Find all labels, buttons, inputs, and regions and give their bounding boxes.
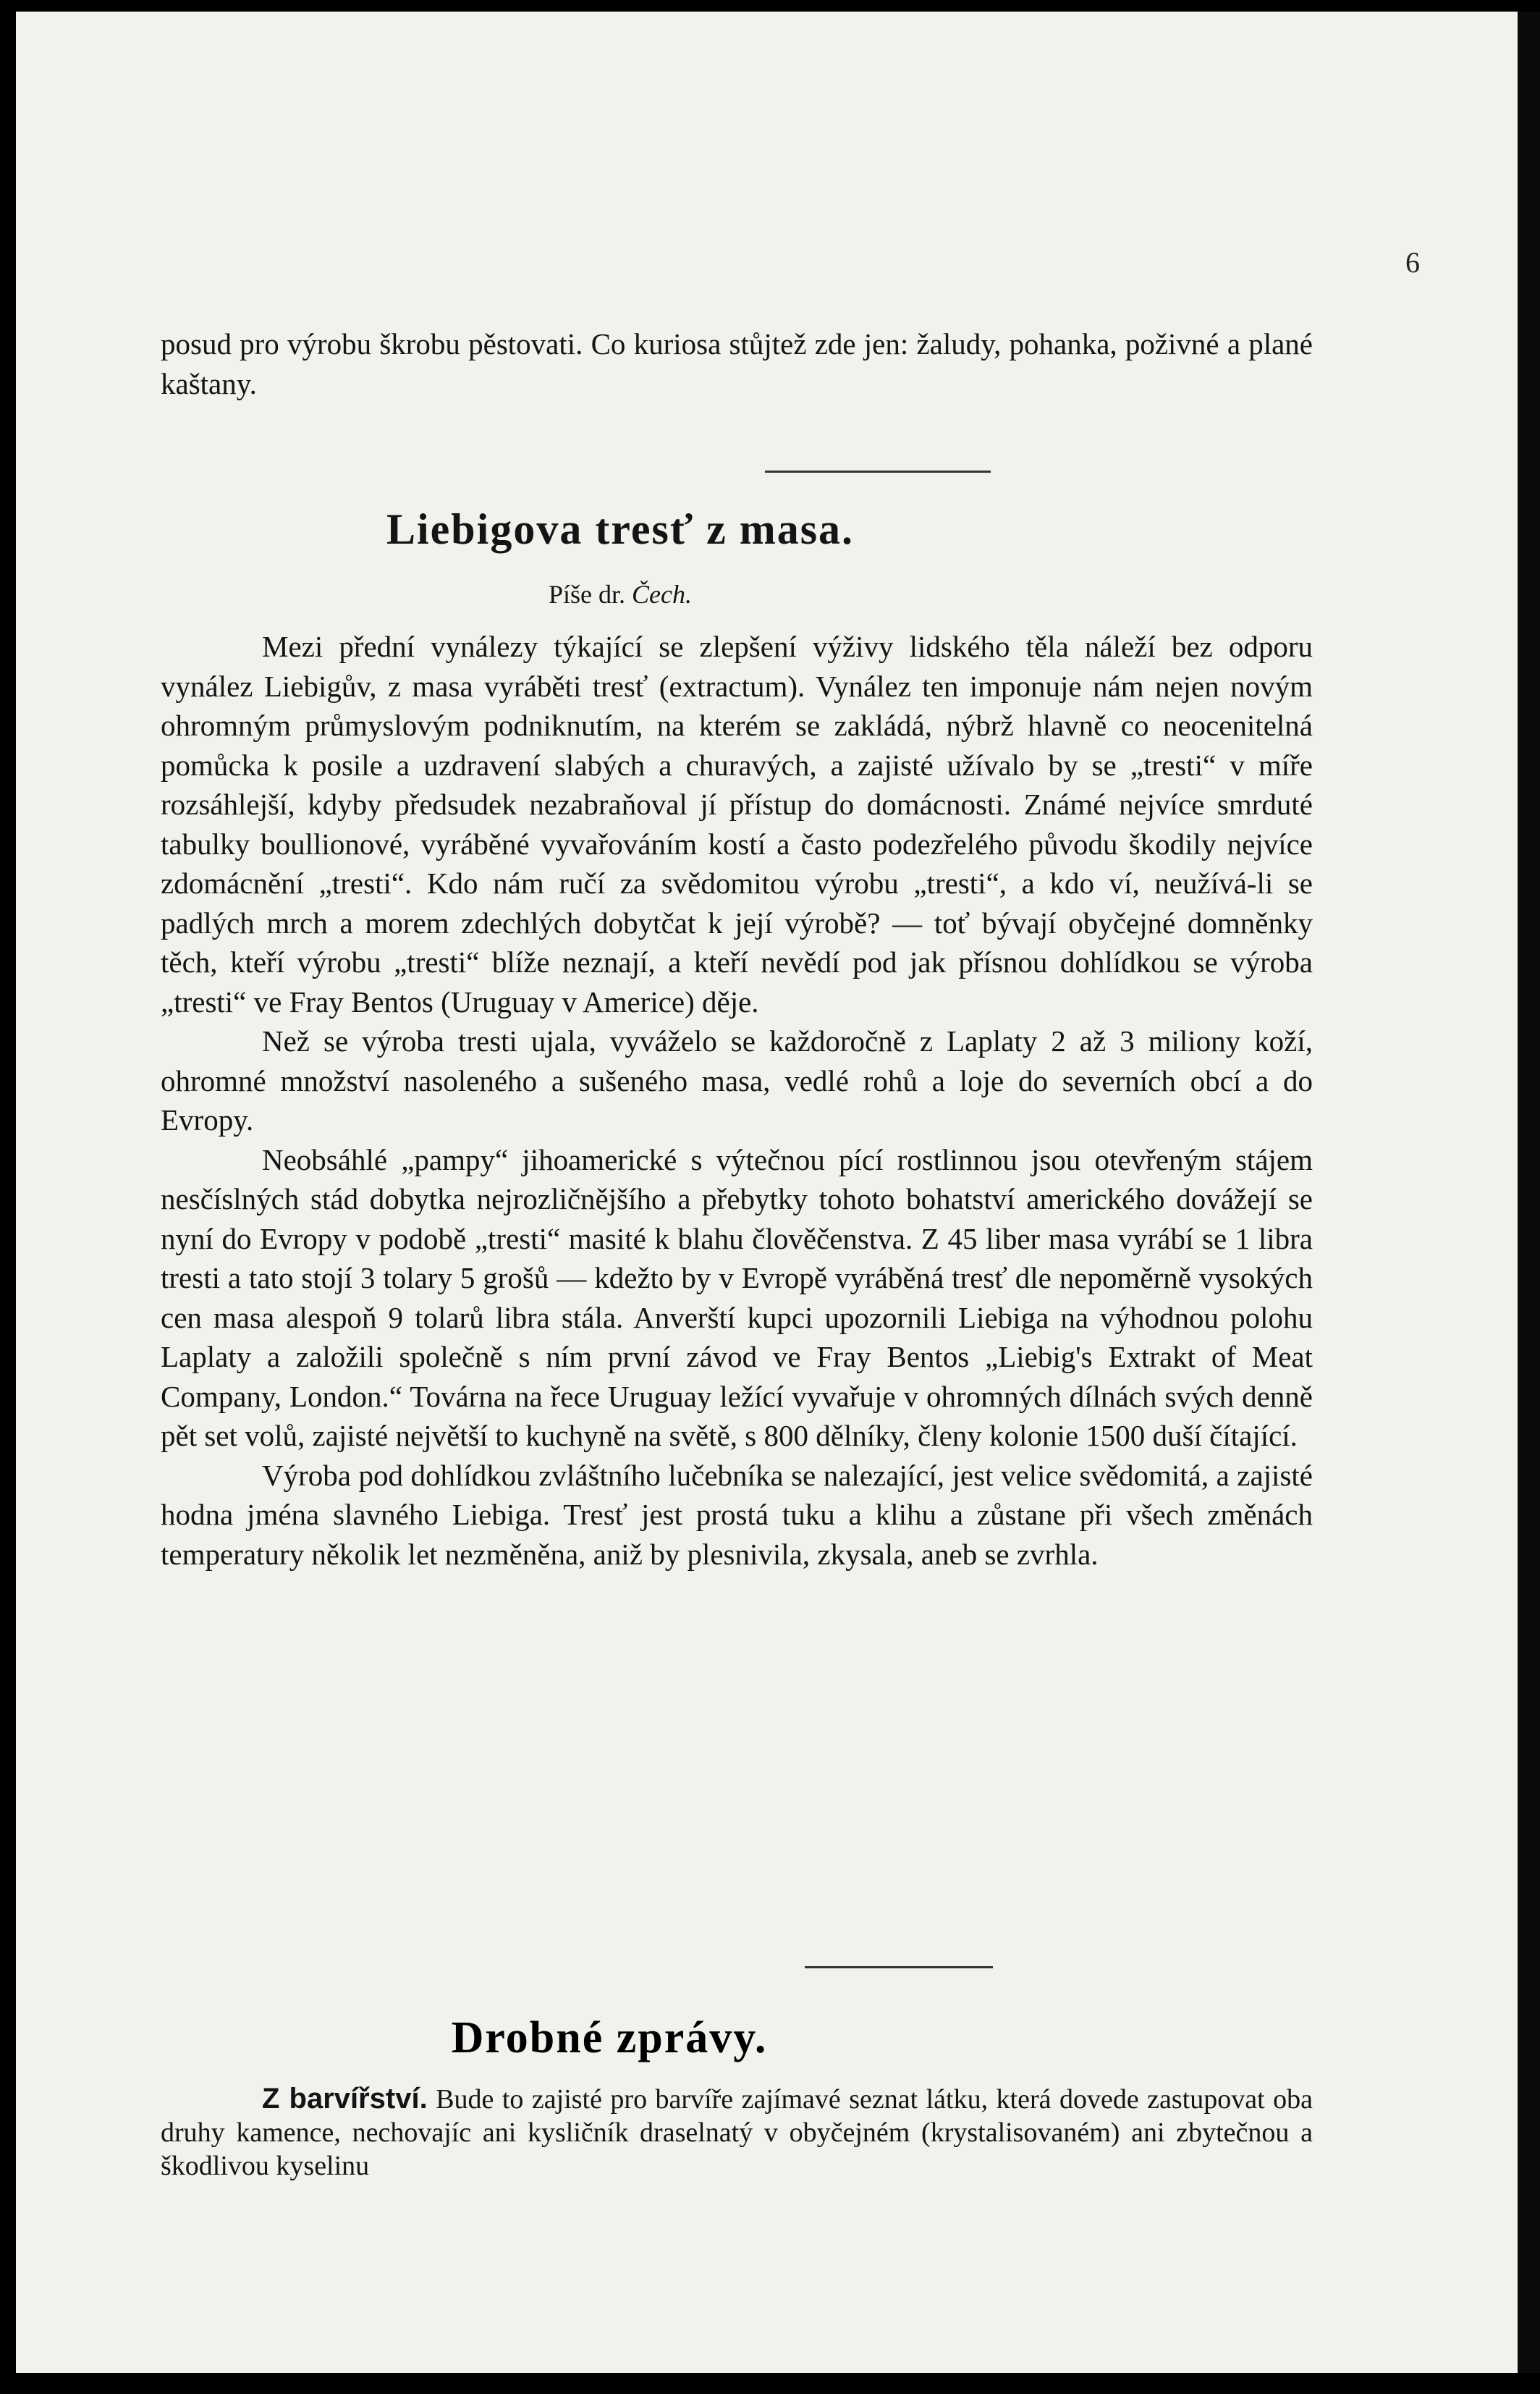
article-title: Liebigova tresť z masa.: [386, 505, 855, 553]
byline-prefix: Píše dr.: [549, 580, 626, 609]
section-divider-2: [805, 1966, 993, 1968]
scanned-page: [16, 12, 1518, 2373]
article-body: [161, 627, 1313, 1574]
section-divider: [765, 471, 991, 473]
article-paragraph-1: Mezi přední vynálezy týkající se zlepšení výživy lidského těla náleží bez odporu vynález Liebigův, z masa vyráběti tresť (extractum). Vynález ten imponuje nám nejen novým ohromným průmyslovým podniknutím, na kterém se zakládá, nýbrž hlavně co neocenitelná pomůcka k posile a uzdravení slabých a churavých, a zajisté užívalo by se „tresti“ v míře rozsáhlejší, kdyby předsudek nezabraňoval jí přístup do domácnosti. Známé nejvíce smrduté tabulky boullionové, vyráběné vyvařováním kostí a často podezřelého původu škodily nejvíce zdomácnění „tresti“. Kdo nám ručí za svědomitou výrobu „tresti“, a kdo ví, neužívá-li se padlých mrch a morem zdechlých dobytčat k její výrobě? — toť bývají obyčejné domněnky těch, kteří výrobu „tresti“ blíže neznají, a kteří nevědí pod jak přísnou dohlídkou se výroba „tresti“ ve Fray Bentos (Uruguay v Americe) děje.: [161, 630, 1313, 1019]
article-byline: [161, 575, 1080, 615]
news-lead: Z barvířství.: [262, 2083, 428, 2115]
news-section: [161, 2082, 1313, 2183]
page-number: 6: [1405, 246, 1420, 279]
news-section-title: Drobné zprávy.: [451, 2013, 768, 2062]
article-paragraph-2: Než se výroba tresti ujala, vyváželo se každoročně z Laplaty 2 až 3 miliony koží, ohromné množství nasoleného a sušeného masa, vedlé rohů a loje do severních obcí a do Evropy.: [161, 1024, 1313, 1137]
news-paragraph: [161, 2082, 1313, 2183]
article-paragraph-4: Výroba pod dohlídkou zvláštního lučebníka se nalezající, jest velice svědomitá, a zajisté hodna jména slavného Liebiga. Tresť jest prostá tuku a klihu a zůstane při všech změnách temperatury několik let nezměněna, aniž by plesnivila, zkysala, aneb se zvrhla.: [161, 1458, 1313, 1571]
news-text: Bude to zajisté pro barvíře zajímavé seznat látku, která dovede zastupovat oba druhy kamence, nechovajíc ani kysličník draselnatý v obyčejném (krystalisovaném) ani zbytečnou a škodlivou kyselinu: [161, 2084, 1313, 2181]
byline-author: Čech.: [632, 580, 692, 609]
scan-edge: [1518, 12, 1540, 2373]
article-paragraph-3: Neobsáhlé „pampy“ jihoamerické s výtečnou pící rostlinnou jsou otevřeným stájem nesčíslných stád dobytka nejrozličnějšího a přebytky tohoto bohatství amerického dovážejí se nyní do Evropy v podobě „tresti“ masité k blahu člověčenstva. Z 45 liber masa vyrábí se 1 libra tresti a tato stojí 3 tolary 5 grošů — kdežto by v Evropě vyráběná tresť dle nepoměrně vysokých cen masa alespoň 9 tolarů libra stála. Anverští kupci upozornili Liebiga na výhodnou polohu Laplaty a založili společně s ním první závod ve Fray Bentos „Liebig's Extrakt of Meat Company, London.“ Továrna na řece Uruguay ležící vyvařuje v ohromných dílnách svých denně pět set volů, zajisté největší to kuchyně na světě, s 800 dělníky, členy kolonie 1500 duší čítající.: [161, 1142, 1313, 1452]
opening-paragraph: posud pro výrobu škrobu pěstovati. Co kuriosa stůjtež zde jen: žaludy, pohanka, poživné a plané kaštany.: [161, 327, 1313, 400]
